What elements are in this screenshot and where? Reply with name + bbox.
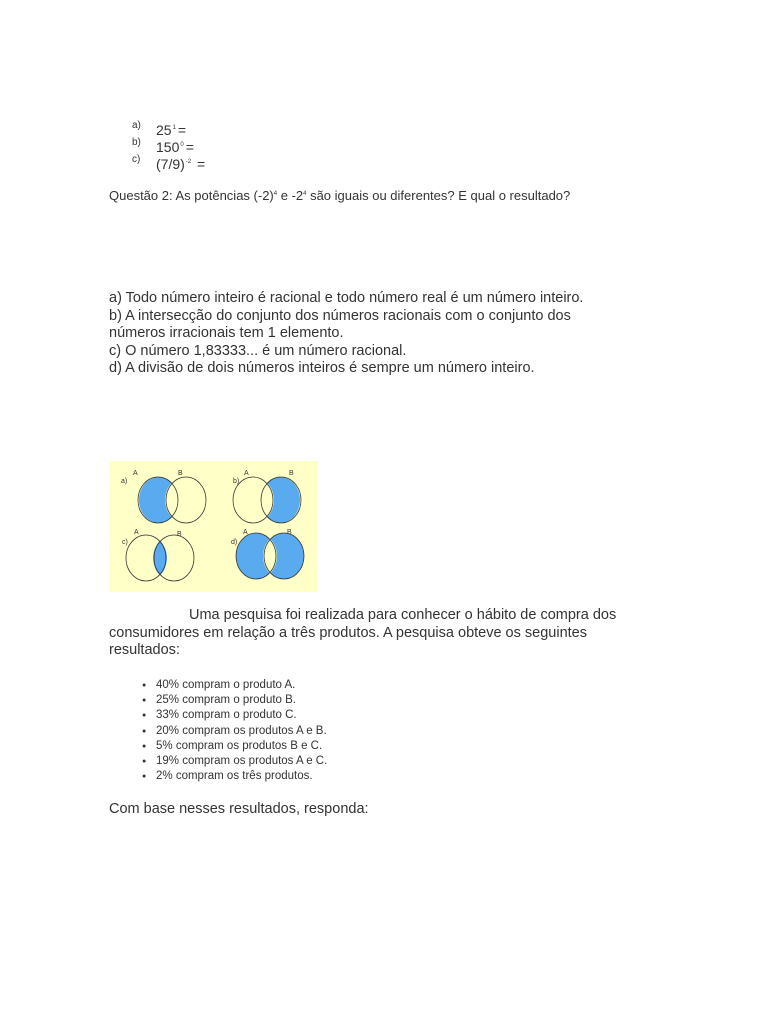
survey-intro-line-1: Uma pesquisa foi realizada para conhecer o hábito de compra dos	[189, 607, 617, 623]
closing-prompt: Com base nesses resultados, responda:	[109, 801, 369, 817]
survey-intro-line-3: resultados:	[109, 642, 180, 658]
venn-diagram-c	[122, 529, 194, 581]
power-exponent: 1	[172, 125, 176, 131]
question-2-suffix: são iguais ou diferentes? E qual o resultado?	[306, 188, 571, 203]
list-item: ● 5% compram os produtos B e C.	[142, 739, 327, 754]
question-2-exponent-2: 4	[303, 191, 307, 197]
venn-diagram-d	[231, 529, 304, 579]
list-item: ● 2% compram os três produtos.	[142, 769, 327, 784]
list-item: ● 19% compram os produtos A e C.	[142, 754, 327, 769]
statement-b-line-1: b) A intersecção do conjunto dos números racionais com o conjunto dos	[109, 307, 571, 324]
venn-label: a)	[121, 478, 128, 485]
statement-c: c) O número 1,83333... é um número racional.	[109, 342, 407, 359]
survey-intro	[109, 607, 669, 660]
venn-diagrams-svg	[109, 461, 318, 592]
list-item: ● 20% compram os produtos A e B.	[142, 724, 327, 739]
venn-set-b: B	[287, 529, 292, 536]
venn-diagram-b	[233, 470, 301, 523]
question-2-exponent-1: 4	[273, 191, 278, 197]
power-base: (7/9)	[156, 156, 185, 172]
venn-set-b: B	[178, 470, 183, 477]
statement-d: d) A divisão de dois números inteiros é sempre um número inteiro.	[109, 360, 535, 376]
venn-set-b: B	[289, 470, 294, 477]
power-base: 150	[156, 139, 180, 155]
power-expression	[156, 139, 194, 155]
question-2-prefix: Questão 2: As potências (-2)	[109, 188, 274, 203]
venn-set-a: A	[134, 529, 139, 536]
survey-intro-line-2: consumidores em relação a três produtos. A pesquisa obteve os seguintes	[109, 624, 587, 641]
survey-results-list	[142, 678, 327, 784]
power-label: b)	[132, 137, 141, 148]
question-2-middle: e -2	[277, 188, 304, 203]
venn-label: b)	[233, 478, 240, 485]
venn-diagrams-image	[109, 461, 318, 592]
venn-label: d)	[231, 539, 238, 546]
power-equals: =	[177, 122, 187, 138]
question-2	[109, 188, 570, 203]
power-base: 25	[156, 122, 172, 138]
venn-set-a: A	[244, 470, 249, 477]
venn-label: c)	[122, 539, 128, 546]
power-exponent: -2	[185, 159, 192, 165]
power-expression	[156, 156, 205, 172]
list-item: ● 40% compram o produto A.	[142, 678, 327, 693]
statement-b-line-2: números irracionais tem 1 elemento.	[109, 325, 344, 341]
power-exponent: 0	[180, 142, 184, 148]
power-expression	[156, 122, 186, 138]
power-label: a)	[132, 120, 141, 131]
venn-diagram-a	[121, 470, 206, 523]
list-item: ● 33% compram o produto C.	[142, 708, 327, 723]
list-item: ● 25% compram o produto B.	[142, 693, 327, 708]
power-equals: =	[197, 156, 206, 172]
statements-block	[109, 290, 669, 378]
statement-a: a) Todo número inteiro é racional e todo número real é um número inteiro.	[109, 290, 584, 306]
power-equals: =	[185, 139, 194, 155]
venn-set-a: A	[243, 529, 248, 536]
venn-set-b: B	[177, 531, 182, 538]
venn-set-a: A	[133, 470, 138, 477]
power-label: c)	[132, 154, 141, 165]
